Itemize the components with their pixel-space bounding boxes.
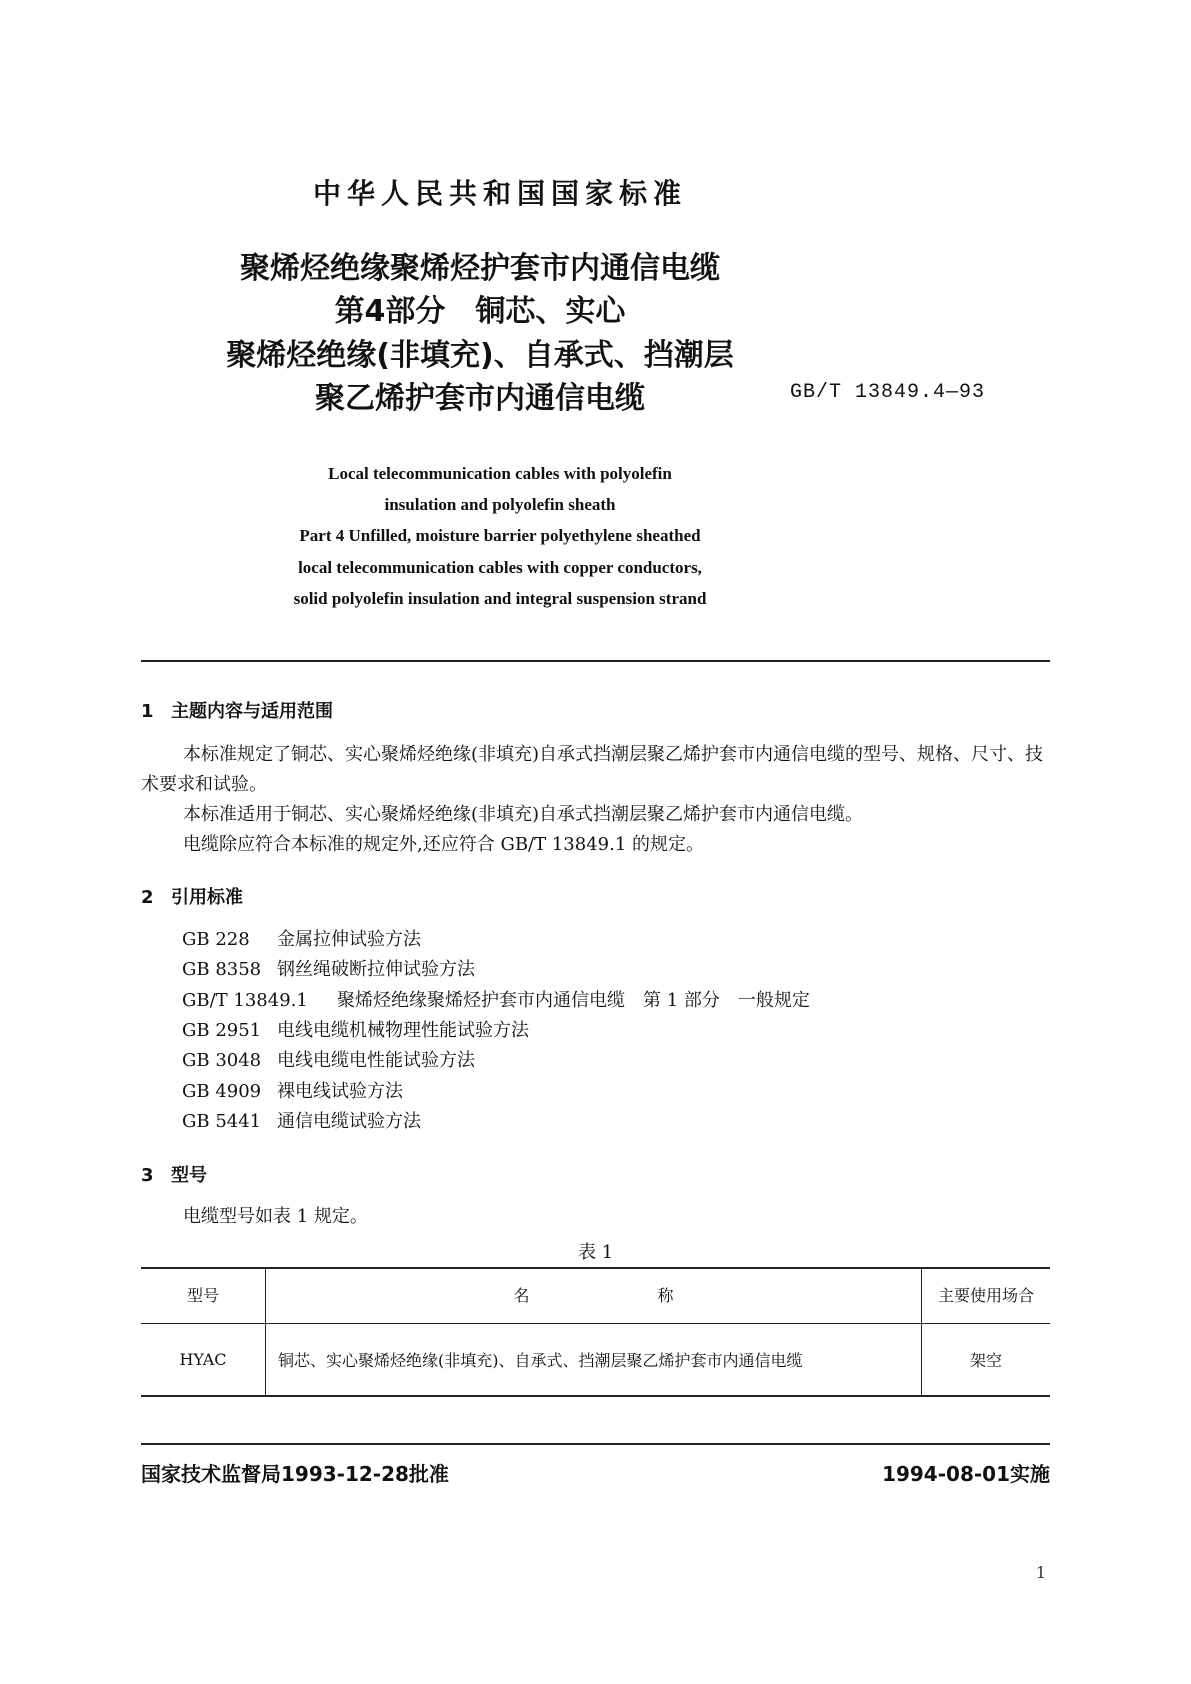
en-title-line-2: insulation and polyolefin sheath — [384, 495, 616, 514]
en-title-line-3: Part 4 Unfilled, moisture barrier polyethylene sheathed — [299, 526, 701, 545]
national-standard-title: 中华人民共和国国家标准 — [312, 177, 687, 210]
section-3-para-1: 电缆型号如表 1 规定。 — [183, 1206, 368, 1227]
table-caption: 表 1 — [578, 1242, 614, 1263]
reference-code: GB 5441 — [182, 1111, 262, 1132]
reference-name: 聚烯烃绝缘聚烯烃护套市内通信电缆 第 1 部分 一般规定 — [337, 990, 810, 1011]
reference-item — [182, 955, 475, 981]
reference-code: GB 2951 — [182, 1020, 262, 1041]
reference-code: GB 228 — [182, 929, 250, 950]
reference-name: 通信电缆试验方法 — [277, 1111, 421, 1132]
header-divider — [141, 660, 1050, 662]
section-2-heading — [141, 883, 243, 909]
cn-title-line-3: 聚烯烃绝缘(非填充)、自承式、挡潮层 — [226, 338, 734, 373]
en-title-line-5: solid polyolefin insulation and integral suspension strand — [293, 589, 707, 608]
reference-item — [182, 925, 421, 951]
cn-title-line-1: 聚烯烃绝缘聚烯烃护套市内通信电缆 — [240, 251, 720, 286]
footer-divider — [141, 1443, 1050, 1445]
header-cell-usage: 主要使用场合 — [922, 1267, 1051, 1323]
section-title: 型号 — [171, 1165, 207, 1186]
implementation-date: 1994-08-01实施 — [882, 1462, 1050, 1486]
section-1-para-2: 本标准适用于铜芯、实心聚烯烃绝缘(非填充)自承式挡潮层聚乙烯护套市内通信电缆。 — [183, 804, 864, 825]
header-cell-type: 型号 — [141, 1267, 266, 1323]
reference-item — [182, 1046, 475, 1072]
reference-name: 裸电线试验方法 — [277, 1081, 403, 1102]
section-title: 引用标准 — [171, 887, 243, 908]
reference-item — [182, 986, 810, 1012]
section-1-para-3: 电缆除应符合本标准的规定外,还应符合 GB/T 13849.1 的规定。 — [183, 834, 704, 855]
section-number: 2 — [141, 887, 154, 908]
reference-name: 电线电缆机械物理性能试验方法 — [277, 1020, 529, 1041]
reference-code: GB/T 13849.1 — [182, 990, 308, 1011]
en-title-line-4: local telecommunication cables with copper conductors, — [298, 558, 702, 577]
reference-item — [182, 1077, 403, 1103]
cell-name: 铜芯、实心聚烯烃绝缘(非填充)、自承式、挡潮层聚乙烯护套市内通信电缆 — [278, 1350, 803, 1370]
section-number: 3 — [141, 1165, 154, 1186]
page-number: 1 — [1035, 1563, 1046, 1582]
table-row — [141, 1323, 1050, 1395]
standard-number: GB/T 13849.4—93 — [790, 381, 986, 404]
reference-name: 电线电缆电性能试验方法 — [277, 1050, 475, 1071]
reference-code: GB 4909 — [182, 1081, 262, 1102]
en-title-line-1: Local telecommunication cables with polyolefin — [328, 464, 672, 483]
cell-usage: 架空 — [922, 1323, 1051, 1395]
cable-type-table — [141, 1267, 1050, 1395]
section-1-heading — [141, 697, 333, 723]
reference-item — [182, 1107, 421, 1133]
cn-title-line-2: 第4部分 铜芯、实心 — [334, 294, 626, 329]
approval-statement: 国家技术监督局1993-12-28批准 — [141, 1462, 449, 1486]
reference-name: 金属拉伸试验方法 — [277, 929, 421, 950]
section-3-heading — [141, 1161, 207, 1187]
cn-title-line-4: 聚乙烯护套市内通信电缆 — [315, 381, 645, 416]
section-number: 1 — [141, 701, 154, 722]
table-bottom-border — [141, 1395, 1050, 1397]
reference-item — [182, 1016, 529, 1042]
table-header-row — [141, 1267, 1050, 1323]
reference-code: GB 8358 — [182, 959, 262, 980]
section-1-para-1: 本标准规定了铜芯、实心聚烯烃绝缘(非填充)自承式挡潮层聚乙烯护套市内通信电缆的型号、规格、尺寸、技术要求和试验。 — [141, 744, 1044, 795]
reference-code: GB 3048 — [182, 1050, 262, 1071]
header-cell-name: 名 称 — [266, 1267, 922, 1323]
cell-type: HYAC — [141, 1323, 266, 1395]
section-title: 主题内容与适用范围 — [171, 701, 333, 722]
reference-name: 钢丝绳破断拉伸试验方法 — [277, 959, 475, 980]
